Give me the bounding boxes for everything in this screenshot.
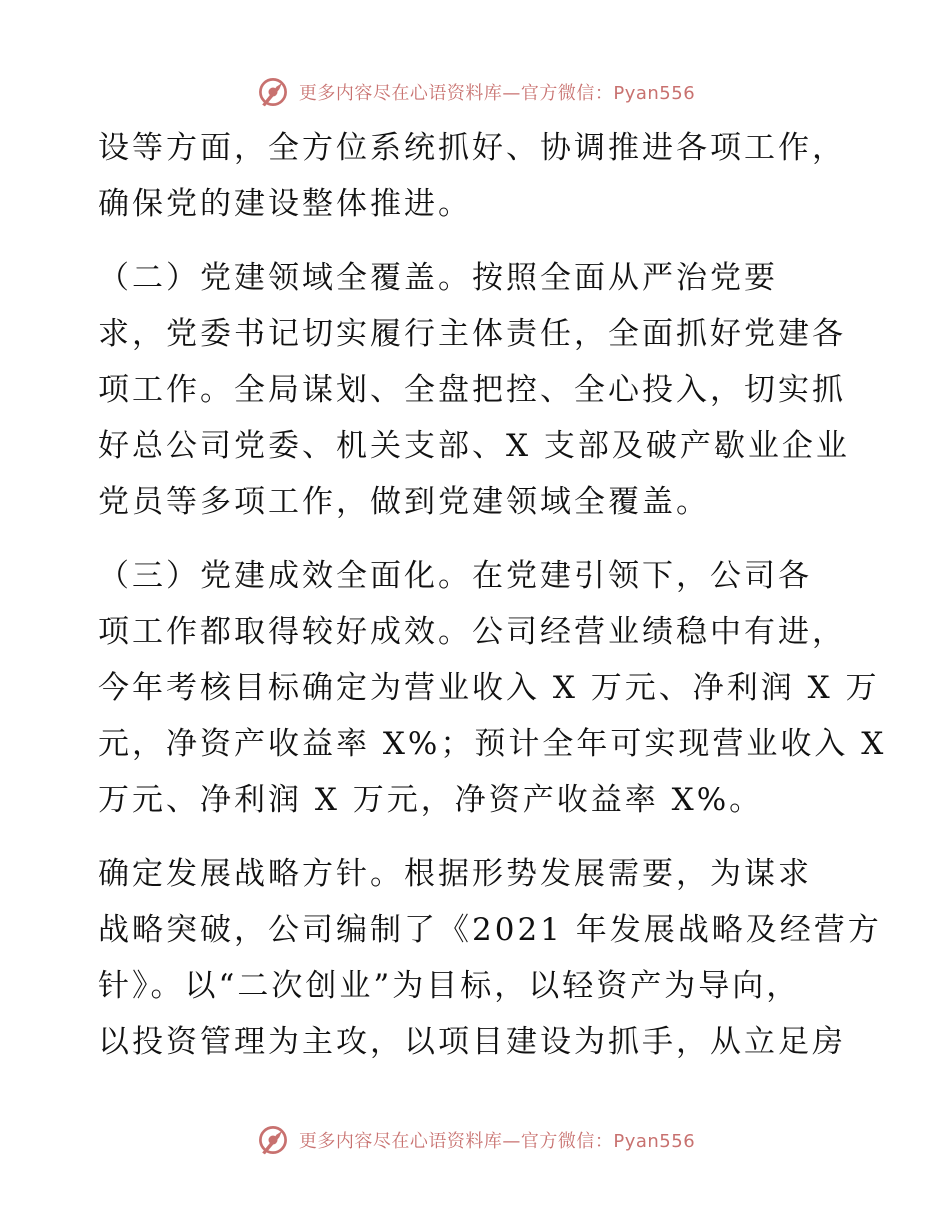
text-line: 设等方面，全方位系统抓好、协调推进各项工作，	[98, 130, 846, 166]
text-line: 针》。以“二次创业”为目标，以轻资产为导向，	[98, 968, 801, 1004]
paragraph	[98, 846, 882, 1070]
text-line: 元，净资产收益率 X%；预计全年可实现营业收入 X	[98, 726, 887, 762]
text-line: 万元、净利润 X 万元，净资产收益率 X%。	[98, 782, 764, 818]
text-line: （三）党建成效全面化。在党建引领下，公司各	[98, 558, 812, 594]
text-line: （二）党建领域全覆盖。按照全面从严治党要	[98, 260, 778, 296]
text-line: 项工作都取得较好成效。公司经营业绩稳中有进，	[98, 614, 846, 650]
paragraph	[98, 120, 858, 232]
text-line: 战略突破，公司编制了《2021 年发展战略及经营方	[98, 912, 882, 948]
text-line: 以投资管理为主攻，以项目建设为抓手，从立足房	[98, 1024, 846, 1060]
text-line: 求，党委书记切实履行主体责任，全面抓好党建各	[98, 316, 846, 352]
text-line: 确定发展战略方针。根据形势发展需要，为谋求	[98, 856, 812, 892]
paragraph	[98, 548, 887, 828]
watermark-text: 更多内容尽在心语资料库—官方微信：Pyan556	[298, 83, 696, 104]
text-line: 好总公司党委、机关支部、X 支部及破产歇业企业	[98, 428, 850, 464]
header-watermark	[0, 72, 950, 112]
pen-logo-icon	[255, 74, 291, 110]
text-line: 项工作。全局谋划、全盘把控、全心投入，切实抓	[98, 372, 846, 408]
footer-watermark	[0, 1120, 950, 1160]
pen-logo-icon	[255, 1122, 291, 1158]
text-line: 确保党的建设整体推进。	[98, 186, 472, 222]
text-line: 今年考核目标确定为营业收入 X 万元、净利润 X 万	[98, 670, 880, 706]
paragraph	[98, 250, 858, 530]
text-line: 党员等多项工作，做到党建领域全覆盖。	[98, 484, 710, 520]
watermark-text: 更多内容尽在心语资料库—官方微信：Pyan556	[298, 1131, 696, 1152]
document-body	[98, 120, 887, 1070]
